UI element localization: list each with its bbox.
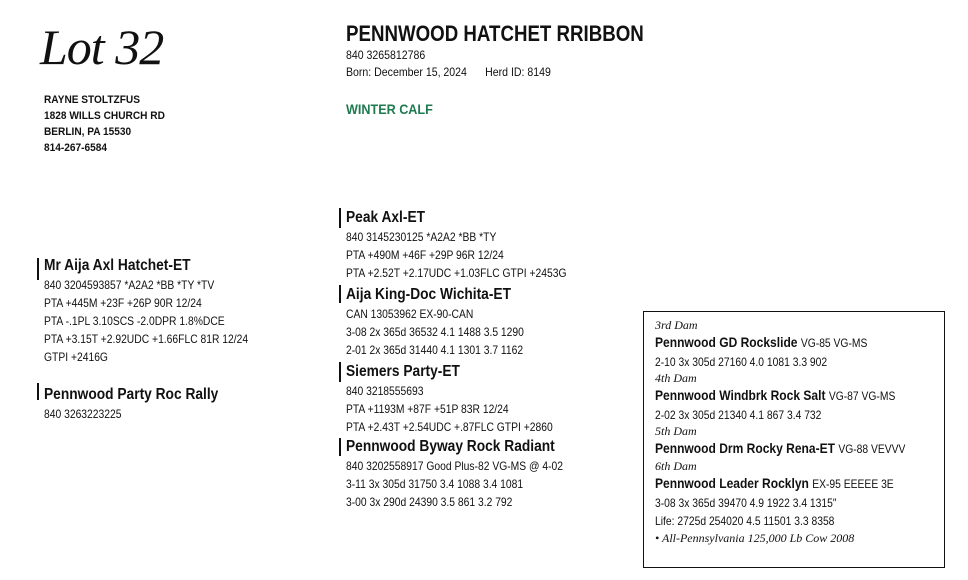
- sire-sire-block: [346, 208, 602, 282]
- animal-reg-id: 840 3265812786: [346, 48, 426, 62]
- animal-birth-herd: [346, 64, 551, 81]
- dam-block: [44, 385, 247, 423]
- dam-sire-name: Siemers Party-ET: [346, 363, 460, 380]
- fifth-dam-name-text: Pennwood Drm Rocky Rena-ET: [655, 440, 835, 456]
- fifth-dam-label: 5th Dam: [655, 424, 697, 438]
- sire-line: PTA +3.15T +2.92UDC +1.66FLC 81R 12/24: [44, 332, 249, 346]
- dam-dam-name: Pennwood Byway Rock Radiant: [346, 438, 555, 455]
- consignor-info: [44, 92, 165, 156]
- sixth-dam-name: [655, 474, 905, 494]
- fourth-dam-classification: VG-87 VG-MS: [828, 389, 896, 403]
- sire-line: PTA -.1PL 3.10SCS -2.0DPR 1.8%DCE: [44, 314, 225, 328]
- fourth-dam-label: 4th Dam: [655, 371, 697, 385]
- consignor-name: RAYNE STOLTZFUS: [44, 94, 140, 106]
- dam-line: 840 3263223225: [44, 407, 122, 421]
- sire-line: GTPI +2416G: [44, 350, 108, 364]
- sire-dam-connector-line: [339, 285, 341, 303]
- dam-sire-block: [346, 362, 586, 436]
- consignor-phone: 814-267-6584: [44, 142, 108, 154]
- sire-dam-line: CAN 13053962 EX-90-CAN: [346, 307, 474, 321]
- dam-dam-connector-line: [339, 438, 341, 456]
- sixth-dam-record: 3-08 3x 365d 39470 4.9 1922 3.4 1315": [655, 496, 837, 510]
- third-dam-name: [655, 333, 905, 353]
- sixth-dam-lifetime: Life: 2725d 254020 4.5 11501 3.3 8358: [655, 514, 835, 528]
- dam-dam-block: [346, 437, 598, 511]
- dam-sire-line: 840 3218555693: [346, 384, 424, 398]
- dam-sire-line: PTA +2.43T +2.54UDC +.87FLC GTPI +2860: [346, 420, 553, 434]
- sire-sire-connector-line: [339, 208, 341, 228]
- fifth-dam-name: [655, 439, 905, 459]
- sire-sire-line: PTA +490M +46F +29P 96R 12/24: [346, 248, 504, 262]
- sire-sire-name: Peak Axl-ET: [346, 209, 426, 226]
- dam-name: Pennwood Party Roc Rally: [44, 386, 219, 403]
- sire-line: PTA +445M +23F +26P 90R 12/24: [44, 296, 202, 310]
- animal-name: PENNWOOD HATCHET RRIBBON: [346, 21, 644, 46]
- fifth-dam-classification: VG-88 VEVVV: [838, 442, 906, 456]
- fourth-dam-name-text: Pennwood Windbrk Rock Salt: [655, 387, 826, 403]
- sixth-dam-award-note: • All-Pennsylvania 125,000 Lb Cow 2008: [655, 531, 855, 545]
- dam-dam-line: 3-00 3x 290d 24390 3.5 861 3.2 792: [346, 495, 513, 509]
- sire-dam-name: Aija King-Doc Wichita-ET: [346, 286, 511, 303]
- third-dam-record: 2-10 3x 305d 27160 4.0 1081 3.3 902: [655, 355, 828, 369]
- consignor-city: BERLIN, PA 15530: [44, 126, 132, 138]
- third-dam-classification: VG-85 VG-MS: [800, 336, 868, 350]
- consignor-address: 1828 WILLS CHURCH RD: [44, 110, 165, 122]
- third-dam-name-text: Pennwood GD Rockslide: [655, 334, 798, 350]
- dam-sire-line: PTA +1193M +87F +51P 83R 12/24: [346, 402, 509, 416]
- sixth-dam-label: 6th Dam: [655, 459, 697, 473]
- dam-connector-line: [37, 383, 39, 400]
- dam-dam-line: 840 3202558917 Good Plus-82 VG-MS @ 4-02: [346, 459, 564, 473]
- sire-block: [44, 256, 281, 366]
- sire-connector-line: [37, 258, 39, 280]
- animal-herd-id: Herd ID: 8149: [485, 65, 551, 79]
- sixth-dam-classification: EX-95 EEEEE 3E: [812, 477, 894, 491]
- sixth-dam-name-text: Pennwood Leader Rocklyn: [655, 475, 809, 491]
- dam-sire-connector-line: [339, 362, 341, 382]
- dam-dam-line: 3-11 3x 305d 31750 3.4 1088 3.4 1081: [346, 477, 524, 491]
- animal-born: Born: December 15, 2024: [346, 65, 467, 79]
- sire-dam-block: [346, 285, 553, 359]
- animal-class: WINTER CALF: [346, 101, 433, 117]
- lot-number: Lot 32: [40, 19, 164, 75]
- sire-sire-line: 840 3145230125 *A2A2 *BB *TY: [346, 230, 497, 244]
- sire-dam-line: 2-01 2x 365d 31440 4.1 1301 3.7 1162: [346, 343, 524, 357]
- maternal-line-box: [643, 311, 945, 568]
- fourth-dam-name: [655, 386, 905, 406]
- sire-dam-line: 3-08 2x 365d 36532 4.1 1488 3.5 1290: [346, 325, 524, 339]
- third-dam-label: 3rd Dam: [655, 318, 698, 332]
- sire-name: Mr Aija Axl Hatchet-ET: [44, 257, 191, 274]
- sire-line: 840 3204593857 *A2A2 *BB *TY *TV: [44, 278, 215, 292]
- fourth-dam-record: 2-02 3x 305d 21340 4.1 867 3.4 732: [655, 408, 822, 422]
- sire-sire-line: PTA +2.52T +2.17UDC +1.03FLC GTPI +2453G: [346, 266, 567, 280]
